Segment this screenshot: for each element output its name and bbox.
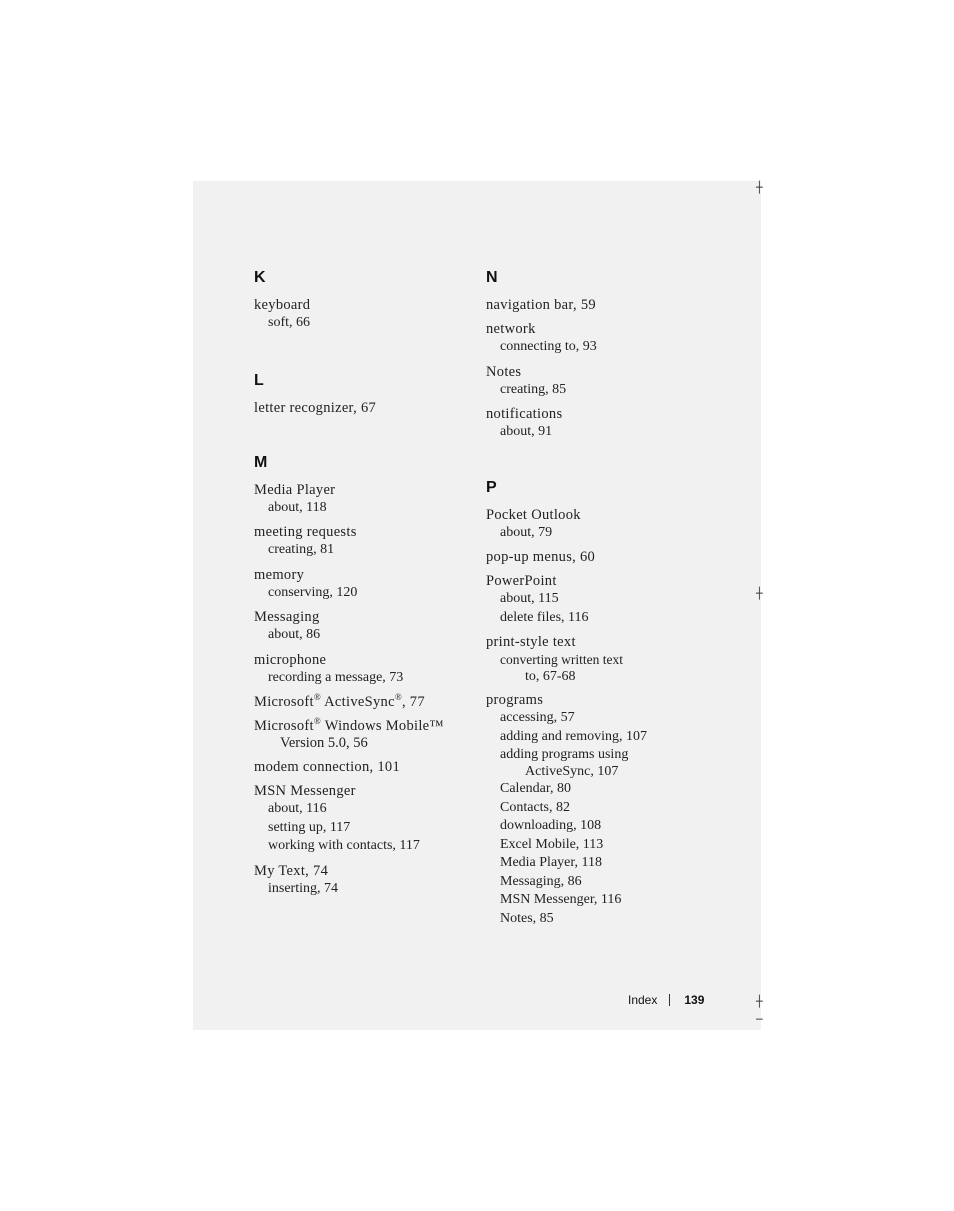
entry-term: My Text, 74 bbox=[254, 862, 329, 879]
entry-subterm: Calendar, 80 bbox=[500, 781, 571, 796]
entry-subterm: MSN Messenger, 116 bbox=[500, 892, 622, 907]
term-part: ActiveSync bbox=[321, 694, 395, 710]
index-entry bbox=[254, 608, 474, 645]
index-entry bbox=[486, 506, 716, 543]
index-section-n bbox=[486, 268, 716, 442]
section-letter: M bbox=[254, 453, 268, 471]
entry-term: PowerPoint bbox=[486, 573, 557, 589]
entry-term: Messaging bbox=[254, 609, 320, 625]
entry-subterm: about, 115 bbox=[500, 591, 559, 606]
entry-term: Notes bbox=[486, 363, 522, 380]
footer-separator bbox=[669, 994, 670, 1006]
entry-subterm: adding programs using bbox=[500, 747, 629, 762]
entry-term: memory bbox=[254, 566, 305, 583]
index-column-right bbox=[486, 268, 716, 960]
entry-continuation: ActiveSync, 107 bbox=[525, 764, 619, 779]
entry-subterm: Notes, 85 bbox=[500, 910, 554, 926]
index-section-k bbox=[254, 268, 474, 333]
section-letter: L bbox=[254, 371, 264, 389]
index-entry bbox=[486, 320, 716, 357]
index-entry bbox=[254, 566, 474, 603]
index-entry bbox=[486, 296, 716, 314]
entry-term: programs bbox=[486, 692, 544, 708]
index-entry bbox=[254, 481, 474, 518]
entry-subterm: working with contacts, 117 bbox=[268, 838, 420, 853]
entry-term bbox=[254, 693, 474, 711]
term-part: Microsoft bbox=[254, 694, 314, 710]
index-column-left bbox=[254, 268, 474, 930]
term-part: , 77 bbox=[401, 694, 425, 710]
entry-subterm: about, 79 bbox=[500, 524, 553, 540]
entry-subterm: about, 91 bbox=[500, 424, 553, 439]
index-entry bbox=[254, 651, 474, 688]
index-entry bbox=[254, 693, 474, 711]
crop-mark: ┼ bbox=[756, 995, 763, 1008]
entry-continuation: to, 67-68 bbox=[525, 669, 576, 684]
entry-subterm: Excel Mobile, 113 bbox=[500, 836, 604, 852]
entry-term: letter recognizer, 67 bbox=[254, 399, 377, 416]
entry-term: keyboard bbox=[254, 297, 311, 313]
entry-term: Media Player bbox=[254, 481, 336, 498]
entry-subterm: downloading, 108 bbox=[500, 818, 602, 833]
index-entry bbox=[486, 633, 716, 685]
index-entry bbox=[254, 758, 474, 776]
index-entry bbox=[254, 717, 474, 752]
entry-subterm: soft, 66 bbox=[268, 315, 310, 330]
entry-continuation: Version 5.0, 56 bbox=[280, 735, 368, 751]
crop-mark: ┼ bbox=[756, 587, 763, 600]
index-entry bbox=[486, 572, 716, 627]
entry-subterm: Messaging, 86 bbox=[500, 873, 582, 889]
index-entry bbox=[254, 523, 474, 560]
entry-subterm: delete files, 116 bbox=[500, 609, 589, 625]
index-section-l bbox=[254, 371, 474, 417]
index-section-m bbox=[254, 453, 474, 899]
index-entry bbox=[486, 548, 716, 566]
index-entry bbox=[486, 405, 716, 442]
entry-term: MSN Messenger bbox=[254, 783, 356, 799]
registered-mark: ® bbox=[394, 692, 402, 703]
index-entry bbox=[486, 691, 716, 928]
entry-subterm: conserving, 120 bbox=[268, 584, 358, 600]
entry-subterm: converting written text bbox=[500, 652, 623, 667]
entry-term: meeting requests bbox=[254, 524, 357, 540]
registered-mark: ® bbox=[313, 692, 322, 703]
entry-term: Pocket Outlook bbox=[486, 506, 581, 523]
entry-subterm: connecting to, 93 bbox=[500, 339, 597, 354]
entry-subterm: recording a message, 73 bbox=[268, 669, 404, 685]
section-letter: K bbox=[254, 269, 266, 286]
term-part: Windows Mobile™ bbox=[321, 718, 444, 734]
entry-subterm: inserting, 74 bbox=[268, 880, 338, 896]
index-entry bbox=[486, 363, 716, 400]
entry-subterm: adding and removing, 107 bbox=[500, 728, 647, 744]
section-letter: N bbox=[486, 269, 498, 286]
entry-term: microphone bbox=[254, 651, 327, 668]
entry-term: pop-up menus, 60 bbox=[486, 549, 596, 565]
footer-label: Index bbox=[628, 993, 658, 1007]
section-letter: P bbox=[486, 478, 497, 496]
entry-subterm: about, 118 bbox=[268, 499, 327, 515]
entry-term: modem connection, 101 bbox=[254, 759, 401, 775]
entry-subterm: about, 86 bbox=[268, 627, 321, 642]
entry-term bbox=[254, 717, 474, 735]
entry-subterm: creating, 85 bbox=[500, 381, 567, 397]
entry-subterm: accessing, 57 bbox=[500, 710, 575, 725]
index-entry bbox=[254, 296, 474, 333]
entry-subterm: Media Player, 118 bbox=[500, 855, 602, 870]
entry-term: network bbox=[486, 321, 536, 337]
index-section-p bbox=[486, 478, 716, 929]
term-part: Microsoft bbox=[254, 718, 314, 734]
crop-mark: ─ bbox=[756, 1013, 763, 1026]
entry-subterm: creating, 81 bbox=[268, 542, 335, 557]
entry-subterm: setting up, 117 bbox=[268, 819, 351, 835]
page-footer bbox=[628, 993, 704, 1007]
entry-term: notifications bbox=[486, 406, 563, 422]
entry-term: print-style text bbox=[486, 634, 576, 650]
page-number: 139 bbox=[684, 993, 705, 1007]
index-entry bbox=[254, 862, 474, 899]
entry-subterm: Contacts, 82 bbox=[500, 799, 570, 815]
entry-subterm: about, 116 bbox=[268, 801, 327, 816]
crop-mark: ┼ bbox=[756, 181, 763, 194]
entry-term: navigation bar, 59 bbox=[486, 297, 596, 313]
registered-mark: ® bbox=[313, 716, 322, 727]
index-entry bbox=[254, 782, 474, 856]
index-entry bbox=[254, 399, 474, 417]
